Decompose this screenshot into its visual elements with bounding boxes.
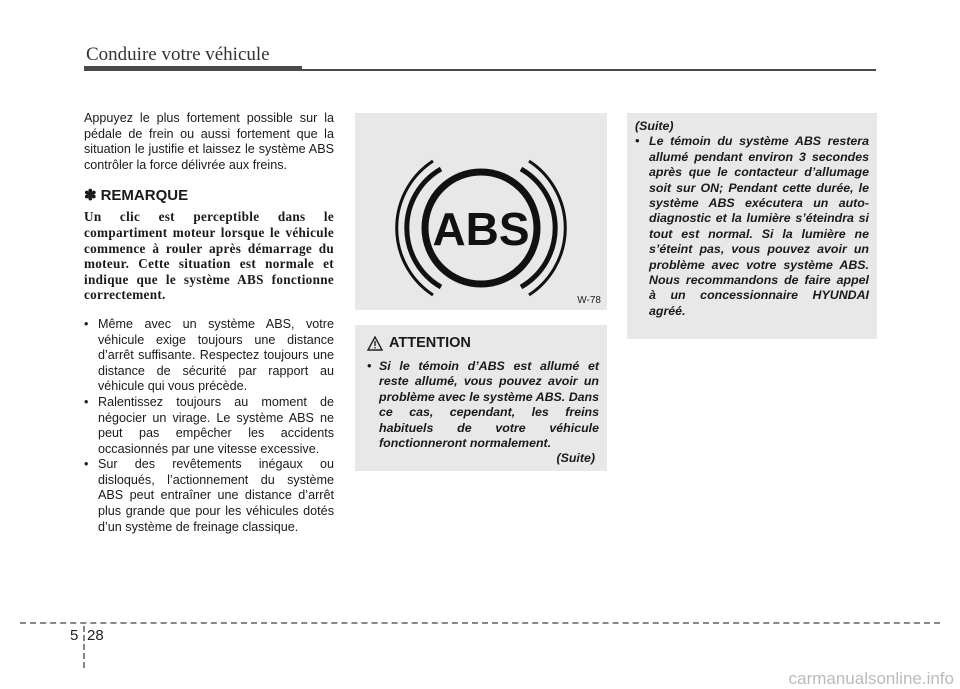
suite-box [627, 113, 877, 339]
figure-code: W-78 [577, 295, 601, 306]
attention-body [367, 359, 599, 451]
attention-heading [367, 335, 599, 351]
abs-figure [355, 113, 607, 310]
abs-warning-light-icon [355, 113, 607, 310]
attention-suite: (Suite) [556, 451, 595, 466]
suite-body [635, 134, 869, 319]
bullet-text: Même avec un système ABS, votre véhicule exige toujours une distance d’arrêt suffisante. Respectez toujours une distance de sécurité par rapport au véhicule qui vous précède. [98, 316, 334, 394]
bullet-list [84, 317, 334, 535]
note-heading [84, 187, 334, 205]
footer-vertical-rule [83, 626, 85, 668]
header-rule-thin [302, 69, 876, 71]
list-item [84, 457, 334, 535]
attention-heading-label: ATTENTION [389, 335, 471, 351]
chapter-number: 5 [70, 627, 79, 644]
asterisk-icon: ✽ [84, 187, 97, 205]
note-heading-label: REMARQUE [100, 187, 189, 205]
bullet-text: Sur des revêtements inégaux ou disloqués, l’actionnement du système ABS peut entraîner une distance d’arrêt plus grande que pour les véhicules dotés d’un système de freinage classique. [98, 457, 334, 534]
bullet-dot: • [84, 457, 89, 472]
list-item [84, 317, 334, 395]
abs-symbol-text: ABS [432, 203, 530, 255]
bullet-dot: • [367, 359, 372, 373]
attention-box [355, 325, 607, 471]
header-rule-thick [84, 66, 302, 71]
suite-heading: (Suite) [635, 119, 674, 133]
suite-text: Le témoin du système ABS restera allumé pendant environ 3 secondes après que le contacteur d’allumage soit sur ON; Pendant cette durée, le système ABS exécutera un auto-diagnostic et la lumière s’éteindra si tout est normal. Si la lumière ne s’éteint pas, vous pouvez avoir un problème avec votre système ABS. Nous recommandons de faire appel à un concessionnaire HYUNDAI agréé. [649, 134, 869, 318]
bullet-dot: • [84, 316, 89, 331]
intro-paragraph: Appuyez le plus fortement possible sur la pédale de frein ou aussi fortement que la situation le justifie et laissez le système ABS contrôler la force délivrée aux freins. [84, 111, 334, 172]
note-body: Un clic est perceptible dans le compartiment moteur lorsque le véhicule commence à rouler après démarrage du moteur. Cette situation est normale et indique que le système ABS fonctionne correctement. [84, 209, 334, 303]
list-item [84, 395, 334, 457]
bullet-dot: • [84, 394, 89, 409]
left-column [84, 111, 334, 535]
bullet-dot: • [635, 134, 640, 149]
warning-triangle-icon [367, 336, 383, 351]
attention-text: Si le témoin d’ABS est allumé et reste allumé, vous pouvez avoir un problème avec le système ABS. Dans ce cas, cependant, les freins habituels de votre véhicule fonctionneront normalement. [379, 359, 599, 451]
page-header-title: Conduire votre véhicule [86, 44, 270, 65]
watermark: carmanualsonline.info [788, 669, 954, 688]
footer-rule [20, 622, 940, 624]
bullet-text: Ralentissez toujours au moment de négocier un virage. Le système ABS ne peut pas empêcher les accidents occasionnés par une vitesse excessive. [98, 394, 334, 456]
page-number: 28 [87, 627, 104, 644]
